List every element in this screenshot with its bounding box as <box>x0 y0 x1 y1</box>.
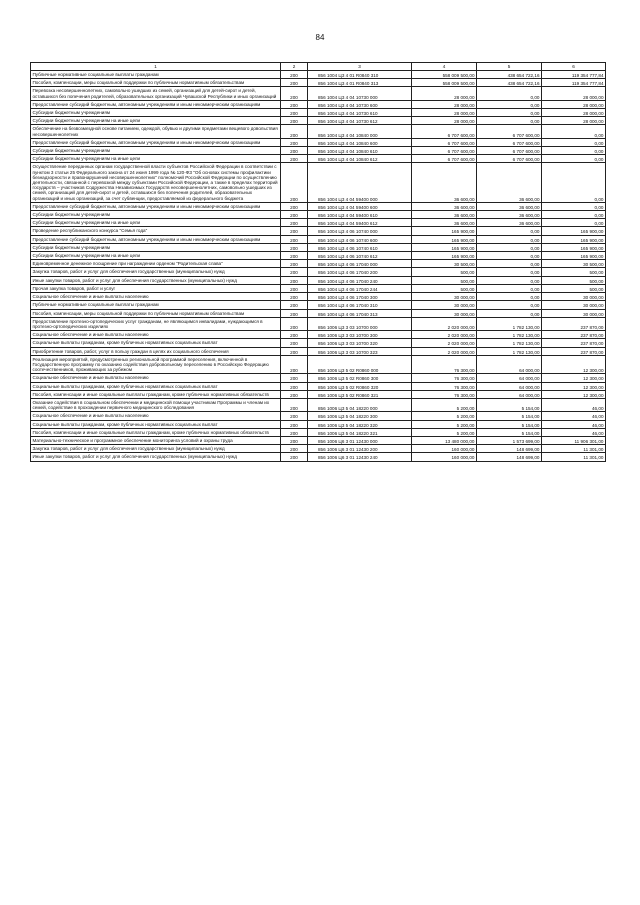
row-approved: 500,00 <box>412 276 477 284</box>
table-row <box>31 398 606 411</box>
row-unexecuted: 28 000,00 <box>542 109 606 117</box>
row-executed: 0,00 <box>477 117 542 125</box>
row-unexecuted: 0,00 <box>542 138 606 146</box>
table-row <box>31 339 606 347</box>
row-executed: 64 000,00 <box>477 355 542 374</box>
row-code: 200 <box>281 109 308 117</box>
row-approved: 28 000,00 <box>412 109 477 117</box>
table-row <box>31 117 606 125</box>
row-name: Перевозка несовершеннолетних, самовольно ушедших из семей, организаций для детей-сирот и детей, оставшихся без попечения родителей, образовательных организаций Чувашской Республики и иных организаций <box>31 87 281 100</box>
row-approved: 36 600,00 <box>412 211 477 219</box>
table-row <box>31 445 606 453</box>
table-row <box>31 235 606 243</box>
row-name: Иные закупки товаров, работ и услуг для обеспечения государственных (муниципальных) нужд <box>31 276 281 284</box>
row-code: 200 <box>281 284 308 292</box>
row-approved: 6 707 600,00 <box>412 147 477 155</box>
row-approved: 36 600,00 <box>412 202 477 210</box>
row-name: Социальное обеспечение и иные выплаты населению <box>31 412 281 420</box>
table-row <box>31 374 606 382</box>
row-name: Социальное обеспечение и иные выплаты населению <box>31 331 281 339</box>
row-code: 200 <box>281 243 308 251</box>
row-unexecuted: 0,00 <box>542 219 606 227</box>
row-name: Субсидии бюджетным учреждениям на иные цели <box>31 155 281 163</box>
row-name: Пособия, компенсации и иные социальные выплаты гражданам, кроме публичных нормативных обязательств <box>31 390 281 398</box>
row-classification: 856 1004 Ц3 4 06 17040 310 <box>308 301 412 309</box>
table-row <box>31 412 606 420</box>
row-classification: 856 1004 Ц3 4 06 10740 610 <box>308 243 412 251</box>
table-row <box>31 268 606 276</box>
row-code: 200 <box>281 398 308 411</box>
row-unexecuted: 28 000,00 <box>542 87 606 100</box>
row-name: Социальные выплаты гражданам, кроме публичных нормативных социальных выплат <box>31 420 281 428</box>
table-row <box>31 138 606 146</box>
row-approved: 2 020 000,00 <box>412 339 477 347</box>
column-header: 2 <box>281 63 308 71</box>
row-code: 200 <box>281 219 308 227</box>
row-code: 200 <box>281 227 308 235</box>
row-approved: 5 200,00 <box>412 428 477 436</box>
row-classification: 856 1006 Ц3 5 02 R0860 321 <box>308 390 412 398</box>
row-classification: 856 1006 Ц6 3 01 12430 240 <box>308 453 412 461</box>
row-executed: 64 000,00 <box>477 374 542 382</box>
row-classification: 856 1006 Ц6 3 01 12430 200 <box>308 445 412 453</box>
row-executed: 0,00 <box>477 252 542 260</box>
row-unexecuted: 0,00 <box>542 125 606 138</box>
row-classification: 856 1004 Ц3 4 04 10730 600 <box>308 100 412 108</box>
row-approved: 76 300,00 <box>412 374 477 382</box>
table-row <box>31 301 606 309</box>
row-name: Материально-техническое и программное обеспечение мониторинга условий и охраны труда <box>31 436 281 444</box>
row-approved: 2 020 000,00 <box>412 347 477 355</box>
row-name: Единовременное денежное поощрение при награждении орденом "Родительская слава" <box>31 260 281 268</box>
row-name: Социальные выплаты гражданам, кроме публичных нормативных социальных выплат <box>31 339 281 347</box>
row-executed: 0,00 <box>477 243 542 251</box>
row-executed: 0,00 <box>477 235 542 243</box>
table-row <box>31 436 606 444</box>
row-executed: 1 782 130,00 <box>477 317 542 330</box>
row-unexecuted: 0,00 <box>542 211 606 219</box>
row-executed: 36 600,00 <box>477 219 542 227</box>
table-row <box>31 293 606 301</box>
table-row <box>31 260 606 268</box>
row-approved: 165 900,00 <box>412 252 477 260</box>
table-row <box>31 309 606 317</box>
row-name: Публичные нормативные социальные выплаты гражданам <box>31 301 281 309</box>
row-unexecuted: 11 301,00 <box>542 453 606 461</box>
row-unexecuted: 0,00 <box>542 155 606 163</box>
row-classification: 856 1006 Ц3 5 04 18220 320 <box>308 420 412 428</box>
row-unexecuted: 46,00 <box>542 398 606 411</box>
row-code: 200 <box>281 117 308 125</box>
row-executed: 0,00 <box>477 87 542 100</box>
column-header: 3 <box>308 63 412 71</box>
column-header: 1 <box>31 63 281 71</box>
row-unexecuted: 11 301,00 <box>542 445 606 453</box>
row-classification: 856 1004 Ц3 4 06 17040 313 <box>308 309 412 317</box>
row-code: 200 <box>281 276 308 284</box>
row-name: Проведение республиканского конкурса "Семья года" <box>31 227 281 235</box>
row-name: Предоставление субсидий бюджетным, автономным учреждениям и иным некоммерческим организациям <box>31 138 281 146</box>
row-classification: 856 1004 Ц3 4 06 17040 300 <box>308 293 412 301</box>
row-unexecuted: 119 354 777,84 <box>542 79 606 87</box>
row-name: Оказание содействия в социальном обеспечении и медицинской помощи участникам Программы и членам их семей, содействие в прохождении первичного медицинского обследования <box>31 398 281 411</box>
row-classification: 856 1004 Ц3 4 04 59400 612 <box>308 219 412 227</box>
row-executed: 5 154,00 <box>477 412 542 420</box>
row-classification: 856 1004 Ц3 4 04 10730 612 <box>308 117 412 125</box>
row-unexecuted: 11 906 301,00 <box>542 436 606 444</box>
row-executed: 0,00 <box>477 309 542 317</box>
row-classification: 856 1006 Ц3 5 02 R0860 320 <box>308 382 412 390</box>
row-code: 200 <box>281 309 308 317</box>
row-approved: 5 200,00 <box>412 398 477 411</box>
table-row <box>31 243 606 251</box>
row-name: Субсидии бюджетным учреждениям <box>31 211 281 219</box>
row-executed: 1 782 130,00 <box>477 331 542 339</box>
row-approved: 500,00 <box>412 268 477 276</box>
table-row <box>31 219 606 227</box>
row-approved: 500,00 <box>412 284 477 292</box>
column-header: 6 <box>542 63 606 71</box>
row-code: 200 <box>281 147 308 155</box>
row-unexecuted: 500,00 <box>542 276 606 284</box>
row-code: 200 <box>281 445 308 453</box>
row-name: Предоставление протезно-ортопедических услуг гражданам, не являющимся инвалидами, нуждающимся в протезно-ортопедических изделиях <box>31 317 281 330</box>
table-row <box>31 390 606 398</box>
row-name: Субсидии бюджетным учреждениям <box>31 243 281 251</box>
row-unexecuted: 0,00 <box>542 147 606 155</box>
row-approved: 76 300,00 <box>412 382 477 390</box>
row-approved: 13 480 000,00 <box>412 436 477 444</box>
row-classification: 856 1004 Ц3 4 06 10740 000 <box>308 227 412 235</box>
row-name: Предоставление субсидий бюджетным, автономным учреждениям и иным некоммерческим организациям <box>31 235 281 243</box>
table-row <box>31 125 606 138</box>
row-name: Предоставление субсидий бюджетным, автономным учреждениям и иным некоммерческим организациям <box>31 202 281 210</box>
row-classification: 856 1006 Ц3 3 03 10700 320 <box>308 339 412 347</box>
row-classification: 856 1006 Ц3 3 03 10700 000 <box>308 317 412 330</box>
row-name: Публичные нормативные социальные выплаты гражданам <box>31 71 281 79</box>
row-executed: 6 707 600,00 <box>477 138 542 146</box>
table-row <box>31 155 606 163</box>
row-code: 200 <box>281 317 308 330</box>
row-approved: 558 009 500,00 <box>412 79 477 87</box>
table-row <box>31 202 606 210</box>
column-header: 5 <box>477 63 542 71</box>
row-executed: 0,00 <box>477 268 542 276</box>
table-row <box>31 355 606 374</box>
row-approved: 165 900,00 <box>412 235 477 243</box>
row-unexecuted: 165 900,00 <box>542 252 606 260</box>
row-code: 200 <box>281 420 308 428</box>
row-executed: 6 707 600,00 <box>477 155 542 163</box>
table-row <box>31 227 606 235</box>
table-row <box>31 420 606 428</box>
row-approved: 28 000,00 <box>412 117 477 125</box>
row-unexecuted: 237 870,00 <box>542 347 606 355</box>
row-executed: 0,00 <box>477 293 542 301</box>
row-approved: 36 600,00 <box>412 163 477 202</box>
table-row <box>31 317 606 330</box>
row-name: Предоставление субсидий бюджетным, автономным учреждениям и иным некоммерческим организациям <box>31 100 281 108</box>
row-code: 200 <box>281 260 308 268</box>
table-row <box>31 453 606 461</box>
row-code: 200 <box>281 268 308 276</box>
row-classification: 856 1004 Ц3 4 06 17040 240 <box>308 276 412 284</box>
row-code: 200 <box>281 79 308 87</box>
row-code: 200 <box>281 87 308 100</box>
table-row <box>31 109 606 117</box>
row-unexecuted: 237 870,00 <box>542 331 606 339</box>
row-unexecuted: 12 300,00 <box>542 390 606 398</box>
row-executed: 1 782 130,00 <box>477 347 542 355</box>
budget-table <box>30 62 606 462</box>
row-executed: 0,00 <box>477 100 542 108</box>
row-code: 200 <box>281 347 308 355</box>
row-code: 200 <box>281 293 308 301</box>
table-row <box>31 79 606 87</box>
row-classification: 856 1004 Ц3 4 04 10730 000 <box>308 87 412 100</box>
table-row <box>31 87 606 100</box>
row-code: 200 <box>281 301 308 309</box>
row-name: Субсидии бюджетным учреждениям на иные цели <box>31 117 281 125</box>
row-code: 200 <box>281 202 308 210</box>
row-code: 200 <box>281 428 308 436</box>
row-unexecuted: 500,00 <box>542 268 606 276</box>
row-code: 200 <box>281 138 308 146</box>
table-row <box>31 428 606 436</box>
row-approved: 558 009 500,00 <box>412 71 477 79</box>
row-classification: 856 1006 Ц6 3 01 12430 000 <box>308 436 412 444</box>
row-code: 200 <box>281 412 308 420</box>
row-name: Социальное обеспечение и иные выплаты населению <box>31 374 281 382</box>
row-executed: 0,00 <box>477 276 542 284</box>
table-body <box>31 71 606 462</box>
row-classification: 856 1006 Ц3 5 04 18220 321 <box>308 428 412 436</box>
row-classification: 856 1006 Ц3 5 04 18220 300 <box>308 412 412 420</box>
row-classification: 856 1004 Ц3 4 04 10840 000 <box>308 125 412 138</box>
row-unexecuted: 46,00 <box>542 420 606 428</box>
row-approved: 6 707 600,00 <box>412 155 477 163</box>
row-unexecuted: 28 000,00 <box>542 100 606 108</box>
row-code: 200 <box>281 163 308 202</box>
row-classification: 856 1006 Ц3 5 02 R0860 000 <box>308 355 412 374</box>
table-row <box>31 211 606 219</box>
row-executed: 64 000,00 <box>477 382 542 390</box>
row-executed: 438 654 722,16 <box>477 71 542 79</box>
row-approved: 6 707 600,00 <box>412 125 477 138</box>
row-unexecuted: 30 500,00 <box>542 260 606 268</box>
row-classification: 856 1006 Ц3 3 03 10700 323 <box>308 347 412 355</box>
table-row <box>31 252 606 260</box>
row-unexecuted: 165 900,00 <box>542 243 606 251</box>
row-code: 200 <box>281 100 308 108</box>
row-name: Закупка товаров, работ и услуг для обеспечения государственных (муниципальных) нужд <box>31 445 281 453</box>
row-approved: 76 300,00 <box>412 355 477 374</box>
row-classification: 856 1004 Ц3 4 01 R0840 310 <box>308 71 412 79</box>
table-row <box>31 347 606 355</box>
row-executed: 5 154,00 <box>477 420 542 428</box>
row-code: 200 <box>281 211 308 219</box>
row-unexecuted: 30 000,00 <box>542 293 606 301</box>
row-classification: 856 1004 Ц3 4 06 17040 000 <box>308 260 412 268</box>
header-row <box>31 63 606 71</box>
page-number: 84 <box>315 33 325 42</box>
table-row <box>31 100 606 108</box>
row-unexecuted: 46,00 <box>542 428 606 436</box>
row-classification: 856 1004 Ц3 4 06 17040 244 <box>308 284 412 292</box>
row-approved: 2 020 000,00 <box>412 331 477 339</box>
row-unexecuted: 12 300,00 <box>542 382 606 390</box>
row-classification: 856 1004 Ц3 4 01 R0840 313 <box>308 79 412 87</box>
row-executed: 0,00 <box>477 284 542 292</box>
row-name: Субсидии бюджетным учреждениям на иные цели <box>31 219 281 227</box>
row-classification: 856 1004 Ц3 4 04 10730 610 <box>308 109 412 117</box>
table-row <box>31 71 606 79</box>
row-classification: 856 1004 Ц3 4 06 10740 612 <box>308 252 412 260</box>
row-approved: 5 200,00 <box>412 412 477 420</box>
row-code: 200 <box>281 355 308 374</box>
row-code: 200 <box>281 339 308 347</box>
row-code: 200 <box>281 436 308 444</box>
row-unexecuted: 12 300,00 <box>542 374 606 382</box>
row-executed: 0,00 <box>477 227 542 235</box>
row-unexecuted: 0,00 <box>542 202 606 210</box>
row-name: Прочая закупка товаров, работ и услуг <box>31 284 281 292</box>
row-classification: 856 1004 Ц3 4 06 17040 200 <box>308 268 412 276</box>
row-code: 200 <box>281 382 308 390</box>
row-code: 200 <box>281 252 308 260</box>
row-unexecuted: 30 000,00 <box>542 301 606 309</box>
row-code: 200 <box>281 453 308 461</box>
row-classification: 856 1006 Ц3 5 04 18220 000 <box>308 398 412 411</box>
row-approved: 6 707 600,00 <box>412 138 477 146</box>
row-classification: 856 1004 Ц3 4 04 59400 610 <box>308 211 412 219</box>
table-row <box>31 276 606 284</box>
row-name: Субсидии бюджетным учреждениям <box>31 147 281 155</box>
row-unexecuted: 165 900,00 <box>542 227 606 235</box>
row-classification: 856 1004 Ц3 4 04 10840 612 <box>308 155 412 163</box>
column-header: 4 <box>412 63 477 71</box>
row-code: 200 <box>281 71 308 79</box>
row-executed: 0,00 <box>477 301 542 309</box>
row-executed: 5 154,00 <box>477 398 542 411</box>
row-unexecuted: 46,00 <box>542 412 606 420</box>
row-executed: 64 000,00 <box>477 390 542 398</box>
table-row <box>31 331 606 339</box>
row-unexecuted: 30 000,00 <box>542 309 606 317</box>
row-approved: 28 000,00 <box>412 87 477 100</box>
row-approved: 5 200,00 <box>412 420 477 428</box>
row-name: Приобретение товаров, работ, услуг в пользу граждан в целях их социального обеспечения <box>31 347 281 355</box>
row-approved: 30 000,00 <box>412 301 477 309</box>
row-executed: 148 699,00 <box>477 445 542 453</box>
row-unexecuted: 28 000,00 <box>542 117 606 125</box>
row-name: Субсидии бюджетным учреждениям на иные цели <box>31 252 281 260</box>
row-name: Осуществление переданных органам государственной власти субъектов Российской Федерации в соответствии с пунктом 3 статьи 25 Федерального закона от 24 июня 1999 года № 120-ФЗ "Об основах системы профилактики безнадзорности и правонарушений несовершеннолетних" полномочий Российской Федерации по осуществлению деятельности, связанной с перевозкой между субъектами Российской Федерации, а также в пределах территорий государств – участников Содружества Независимых Государств несовершеннолетних, самовольно ушедших из семей, организаций для детей-сирот и детей, оставшихся без попечения родителей, образовательных организаций и иных организаций, за счет субвенции, предоставляемой из федерального бюджета <box>32 164 279 201</box>
row-approved: 165 900,00 <box>412 243 477 251</box>
row-approved: 2 020 000,00 <box>412 317 477 330</box>
row-classification: 856 1004 Ц3 4 06 10740 600 <box>308 235 412 243</box>
row-unexecuted: 165 900,00 <box>542 235 606 243</box>
table-row <box>31 284 606 292</box>
row-unexecuted: 237 870,00 <box>542 317 606 330</box>
row-unexecuted: 119 354 777,84 <box>542 71 606 79</box>
row-approved: 36 600,00 <box>412 219 477 227</box>
row-classification: 856 1006 Ц3 5 02 R0860 300 <box>308 374 412 382</box>
row-executed: 1 782 130,00 <box>477 339 542 347</box>
row-approved: 30 000,00 <box>412 309 477 317</box>
row-classification: 856 1004 Ц3 4 04 10840 600 <box>308 138 412 146</box>
row-code: 200 <box>281 125 308 138</box>
row-approved: 160 000,00 <box>412 453 477 461</box>
row-approved: 30 000,00 <box>412 293 477 301</box>
row-unexecuted: 0,00 <box>542 163 606 202</box>
row-approved: 76 300,00 <box>412 390 477 398</box>
row-code: 200 <box>281 235 308 243</box>
row-approved: 165 900,00 <box>412 227 477 235</box>
row-name: Обеспечение на безвозмездной основе питанием, одеждой, обувью и другими предметами вещевого довольствия несовершеннолетних <box>32 126 280 137</box>
row-name: Иные закупки товаров, работ и услуг для обеспечения государственных (муниципальных) нужд <box>31 453 281 461</box>
row-code: 200 <box>281 390 308 398</box>
row-approved: 30 500,00 <box>412 260 477 268</box>
row-classification: 856 1004 Ц3 4 04 59400 600 <box>308 202 412 210</box>
row-classification: 856 1004 Ц3 4 04 59400 000 <box>308 163 412 202</box>
row-name: Пособия, компенсации, меры социальной поддержки по публичным нормативным обязательствам <box>31 309 281 317</box>
row-executed: 148 699,00 <box>477 453 542 461</box>
table-row <box>31 163 606 202</box>
row-executed: 36 600,00 <box>477 202 542 210</box>
row-executed: 6 707 600,00 <box>477 147 542 155</box>
row-executed: 0,00 <box>477 260 542 268</box>
row-name: Пособия, компенсации, меры социальной поддержки по публичным нормативным обязательствам <box>31 79 281 87</box>
row-unexecuted: 12 300,00 <box>542 355 606 374</box>
row-name: Реализация мероприятий, предусмотренных региональной программой переселения, включенной в Государственную программу по оказанию содействия добровольному переселению в Российскую Федерацию соотечественников, проживающих за рубежом <box>31 355 281 374</box>
row-unexecuted: 237 870,00 <box>542 339 606 347</box>
row-executed: 5 154,00 <box>477 428 542 436</box>
row-code: 200 <box>281 374 308 382</box>
row-name: Закупка товаров, работ и услуг для обеспечения государственных (муниципальных) нужд <box>31 268 281 276</box>
row-code: 200 <box>281 155 308 163</box>
row-approved: 28 000,00 <box>412 100 477 108</box>
row-classification: 856 1004 Ц3 4 04 10840 610 <box>308 147 412 155</box>
row-name: Социальное обеспечение и иные выплаты населению <box>31 293 281 301</box>
row-classification: 856 1006 Ц3 3 03 10700 300 <box>308 331 412 339</box>
row-name: Пособия, компенсации и иные социальные выплаты гражданам, кроме публичных нормативных обязательств <box>31 428 281 436</box>
row-executed: 438 654 722,16 <box>477 79 542 87</box>
row-name: Субсидии бюджетным учреждениям <box>31 109 281 117</box>
row-name: Социальные выплаты гражданам, кроме публичных нормативных социальных выплат <box>31 382 281 390</box>
row-approved: 160 000,00 <box>412 445 477 453</box>
row-executed: 6 707 600,00 <box>477 125 542 138</box>
row-executed: 0,00 <box>477 109 542 117</box>
row-executed: 1 573 699,00 <box>477 436 542 444</box>
row-executed: 36 600,00 <box>477 163 542 202</box>
row-unexecuted: 500,00 <box>542 284 606 292</box>
table-row <box>31 382 606 390</box>
row-code: 200 <box>281 331 308 339</box>
row-executed: 36 600,00 <box>477 211 542 219</box>
table-row <box>31 147 606 155</box>
